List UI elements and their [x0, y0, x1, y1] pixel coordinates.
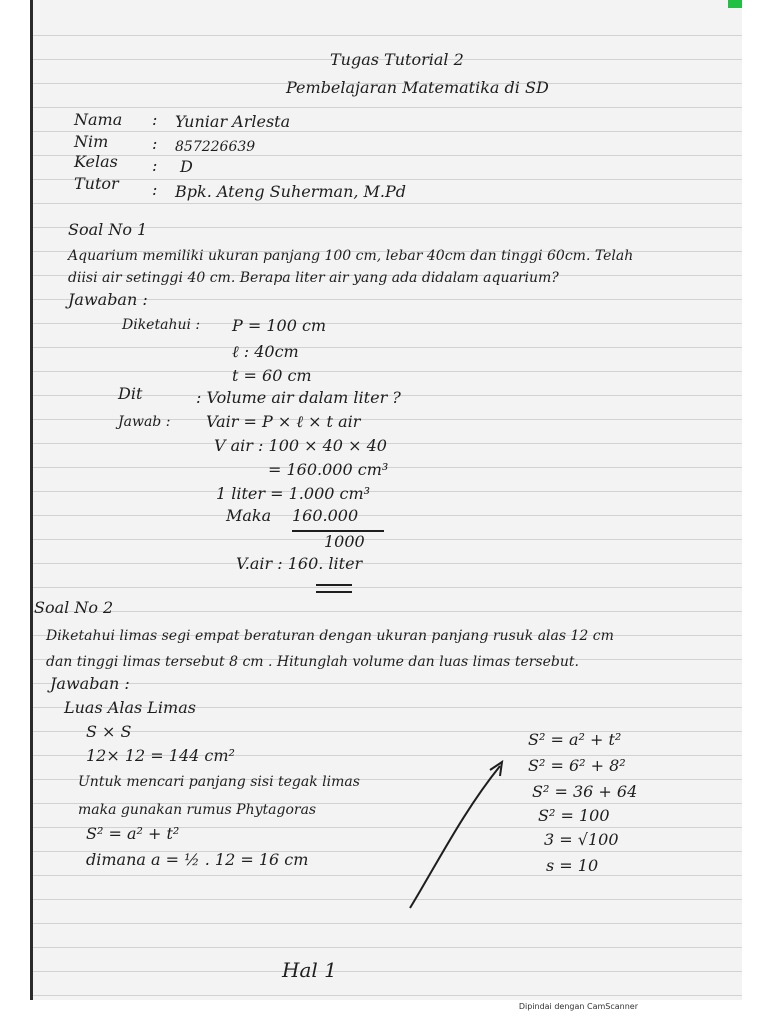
soal1-step-4: 1 liter = 1.000 cm³	[216, 484, 371, 503]
pythagoras-step-5: 3 = √100	[544, 830, 619, 849]
soal2-note-2: maka gunakan rumus Phytagoras	[78, 802, 317, 818]
identity-label-nama: Nama	[74, 110, 123, 129]
soal1-jawab-label: Jawab :	[118, 414, 171, 430]
soal1-step-2: V air : 100 × 40 × 40	[214, 436, 387, 455]
soal1-dit-label: Dit	[118, 384, 143, 403]
identity-sep-nama: :	[152, 110, 158, 129]
soal2-luas-alas: Luas Alas Limas	[64, 698, 196, 717]
soal1-result: V.air : 160. liter	[236, 554, 363, 573]
scanner-footer: Dipindai dengan CamScanner	[518, 1002, 638, 1011]
soal1-step-1: Vair = P × ℓ × t air	[206, 412, 361, 431]
soal1-question-line-2: diisi air setinggi 40 cm. Berapa liter air yang ada didalam aquarium?	[68, 270, 559, 286]
soal1-question-line-1: Aquarium memiliki ukuran panjang 100 cm, lebar 40cm dan tinggi 60cm. Telah	[68, 248, 634, 264]
soal1-dit: : Volume air dalam liter ?	[196, 388, 401, 407]
soal2-calc: 12× 12 = 144 cm²	[86, 746, 235, 765]
identity-label-tutor: Tutor	[74, 174, 119, 193]
identity-label-kelas: Kelas	[74, 152, 118, 171]
page-corner-marker	[728, 0, 742, 8]
pythagoras-step-4: S² = 100	[538, 806, 610, 825]
double-underline-bottom	[316, 591, 352, 593]
soal1-jawaban: Jawaban :	[68, 290, 148, 309]
pythagoras-step-3: S² = 36 + 64	[532, 782, 638, 801]
soal2-note-1: Untuk mencari panjang sisi tegak limas	[78, 774, 360, 790]
soal2-formula: S² = a² + t²	[86, 824, 180, 843]
soal2-sxs: S × S	[86, 722, 132, 741]
soal1-step-3: = 160.000 cm³	[268, 460, 389, 479]
pythagoras-step-6: s = 10	[546, 856, 599, 875]
header-line-2: Pembelajaran Matematika di SD	[286, 78, 549, 97]
identity-sep-tutor: :	[152, 180, 158, 199]
arrow-icon	[408, 752, 518, 912]
double-underline-top	[316, 584, 352, 586]
soal2-question-line-1: Diketahui limas segi empat beraturan dengan ukuran panjang rusuk alas 12 cm	[46, 628, 614, 644]
identity-sep-nim: :	[152, 134, 158, 153]
identity-sep-kelas: :	[152, 156, 158, 175]
identity-value-kelas: D	[180, 157, 193, 176]
soal2-question-line-2: dan tinggi limas tersebut 8 cm . Hitunglah volume dan luas limas tersebut.	[46, 654, 579, 670]
soal1-title: Soal No 1	[68, 220, 148, 239]
header-line-1: Tugas Tutorial 2	[330, 50, 464, 69]
soal1-fraction-bottom: 1000	[324, 532, 365, 551]
notebook-page	[30, 0, 742, 1000]
soal1-fraction-top: 160.000	[292, 506, 359, 525]
soal1-maka: Maka	[226, 506, 272, 525]
identity-value-tutor: Bpk. Ateng Suherman, M.Pd	[175, 182, 407, 201]
page-number: Hal 1	[282, 958, 337, 982]
identity-label-nim: Nim	[74, 132, 109, 151]
soal2-dimana: dimana a = ½ . 12 = 16 cm	[86, 850, 309, 869]
soal2-jawaban: Jawaban :	[50, 674, 130, 693]
pythagoras-step-2: S² = 6² + 8²	[528, 756, 626, 775]
pythagoras-step-1: S² = a² + t²	[528, 730, 622, 749]
soal1-l: ℓ : 40cm	[232, 342, 299, 361]
identity-value-nim: 857226639	[175, 139, 256, 155]
soal2-title: Soal No 2	[34, 598, 114, 617]
soal1-p: P = 100 cm	[232, 316, 327, 335]
soal1-t: t = 60 cm	[232, 366, 312, 385]
identity-value-nama: Yuniar Arlesta	[175, 112, 291, 131]
soal1-diketahui-label: Diketahui :	[122, 317, 201, 333]
